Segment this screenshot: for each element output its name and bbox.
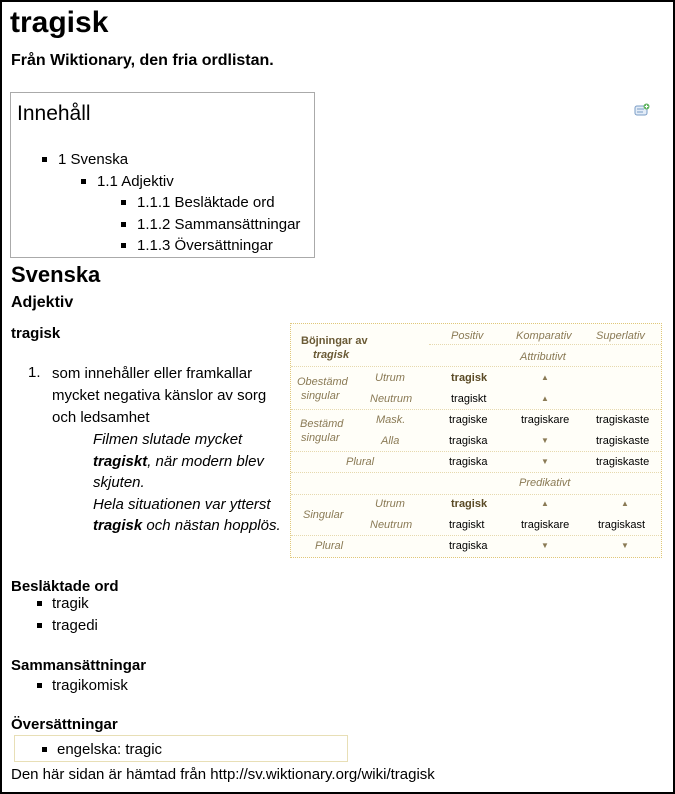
- language-heading: Svenska: [11, 262, 101, 287]
- best-alla-positiv[interactable]: tragiska: [449, 435, 488, 447]
- source-footer: Den här sidan är hämtad från http://sv.wiktionary.org/wiki/tragisk: [11, 766, 435, 783]
- best-mask-positiv[interactable]: tragiske: [449, 414, 488, 426]
- example-1: [93, 429, 283, 494]
- example-2-post: och nästan hopplös.: [146, 517, 281, 534]
- inflection-table: [290, 323, 662, 558]
- subtitle-suffix: .: [269, 52, 274, 69]
- subtitle-link[interactable]: fria ordlistan: [172, 52, 270, 69]
- example-1-keyword: tragiskt: [93, 452, 148, 470]
- expand-icon[interactable]: [634, 103, 650, 117]
- toc-item-adjektiv[interactable]: 1.1 Adjektiv: [97, 173, 174, 190]
- col-superlativ: Superlativ: [596, 330, 645, 342]
- pred-neutrum-komparativ[interactable]: tragiskare: [521, 519, 570, 531]
- label-alla: Alla: [381, 435, 400, 447]
- pred-neutrum-positiv[interactable]: tragiskt: [449, 519, 485, 531]
- label-neutrum-pred: Neutrum: [370, 519, 413, 531]
- arrow-down-icon: ▼: [621, 541, 629, 550]
- best-mask-superlativ[interactable]: tragiskaste: [596, 414, 650, 426]
- page-title: tragisk: [10, 6, 109, 39]
- toc-item-sammansattningar[interactable]: 1.1.2 Sammansättningar: [137, 216, 301, 233]
- label-singular: Singular: [303, 509, 344, 521]
- obest-neutrum-positiv[interactable]: tragiskt: [451, 393, 487, 405]
- arrow-up-icon: ▲: [541, 394, 549, 403]
- col-komparativ: Komparativ: [516, 330, 572, 342]
- definition-examples: [93, 429, 283, 537]
- label-neutrum: Neutrum: [370, 393, 413, 405]
- obest-utrum-positiv[interactable]: tragisk: [451, 372, 488, 384]
- translations-heading: Översättningar: [11, 716, 118, 733]
- arrow-down-icon: ▼: [541, 541, 549, 550]
- headword: tragisk: [11, 325, 61, 342]
- arrow-down-icon: ▼: [541, 457, 549, 466]
- arrow-up-icon: ▲: [541, 373, 549, 382]
- table-of-contents: [10, 92, 315, 258]
- row-attributivt: Attributivt: [520, 351, 566, 363]
- toc-item-svenska[interactable]: 1 Svenska: [58, 151, 129, 168]
- best-alla-superlativ[interactable]: tragiskaste: [596, 435, 650, 447]
- list-item[interactable]: tragik: [52, 595, 89, 612]
- label-bestamd-singular: singular: [301, 432, 340, 444]
- example-2: [93, 494, 283, 537]
- plural-attr-superlativ[interactable]: tragiskaste: [596, 456, 650, 468]
- example-2-pre: Hela situationen var ytterst: [93, 495, 271, 513]
- label-plural-attr: Plural: [346, 456, 375, 468]
- label-bestamd: Bestämd: [300, 418, 344, 430]
- label-utrum-pred: Utrum: [375, 498, 405, 510]
- list-item[interactable]: engelska: tragic: [57, 741, 163, 758]
- label-plural-pred: Plural: [315, 540, 344, 552]
- page-subtitle: [11, 53, 274, 69]
- toc-title: Innehåll: [17, 102, 91, 125]
- label-utrum: Utrum: [375, 372, 405, 384]
- subtitle-prefix: Från Wiktionary, den: [11, 52, 168, 69]
- example-1-post: , när modern blev skjuten.: [93, 452, 264, 491]
- compounds-heading: Sammansättningar: [11, 657, 147, 674]
- toc-item-beslaktade-ord[interactable]: 1.1.1 Besläktade ord: [137, 194, 275, 211]
- pred-utrum-positiv[interactable]: tragisk: [451, 498, 488, 510]
- arrow-up-icon: ▲: [541, 499, 549, 508]
- translations-box: [14, 735, 348, 762]
- label-mask: Mask.: [376, 414, 406, 426]
- plural-attr-positiv[interactable]: tragiska: [449, 456, 488, 468]
- col-positiv: Positiv: [451, 330, 484, 342]
- label-obestamd: Obestämd: [297, 376, 348, 388]
- inflection-caption-word: tragisk: [313, 349, 350, 361]
- inflection-caption: Böjningar av: [301, 335, 368, 347]
- example-2-keyword: tragisk: [93, 517, 143, 534]
- list-item[interactable]: tragedi: [52, 617, 98, 634]
- toc-item-oversattningar[interactable]: 1.1.3 Översättningar: [137, 237, 273, 254]
- definition-number: 1.: [28, 364, 41, 381]
- list-item[interactable]: tragikomisk: [52, 677, 128, 694]
- related-heading: Besläktade ord: [11, 578, 119, 595]
- row-predikativt: Predikativt: [519, 477, 571, 489]
- example-1-pre: Filmen slutade mycket: [93, 431, 243, 448]
- plural-pred-positiv[interactable]: tragiska: [449, 540, 488, 552]
- arrow-down-icon: ▼: [541, 436, 549, 445]
- definition-text: som innehåller eller framkallar mycket negativa känslor av sorg och ledsamhet: [52, 365, 267, 426]
- pred-neutrum-superlativ[interactable]: tragiskast: [598, 519, 646, 531]
- pos-heading: Adjektiv: [11, 294, 74, 311]
- label-obestamd-singular: singular: [301, 390, 340, 402]
- best-mask-komparativ[interactable]: tragiskare: [521, 414, 570, 426]
- arrow-up-icon: ▲: [621, 499, 629, 508]
